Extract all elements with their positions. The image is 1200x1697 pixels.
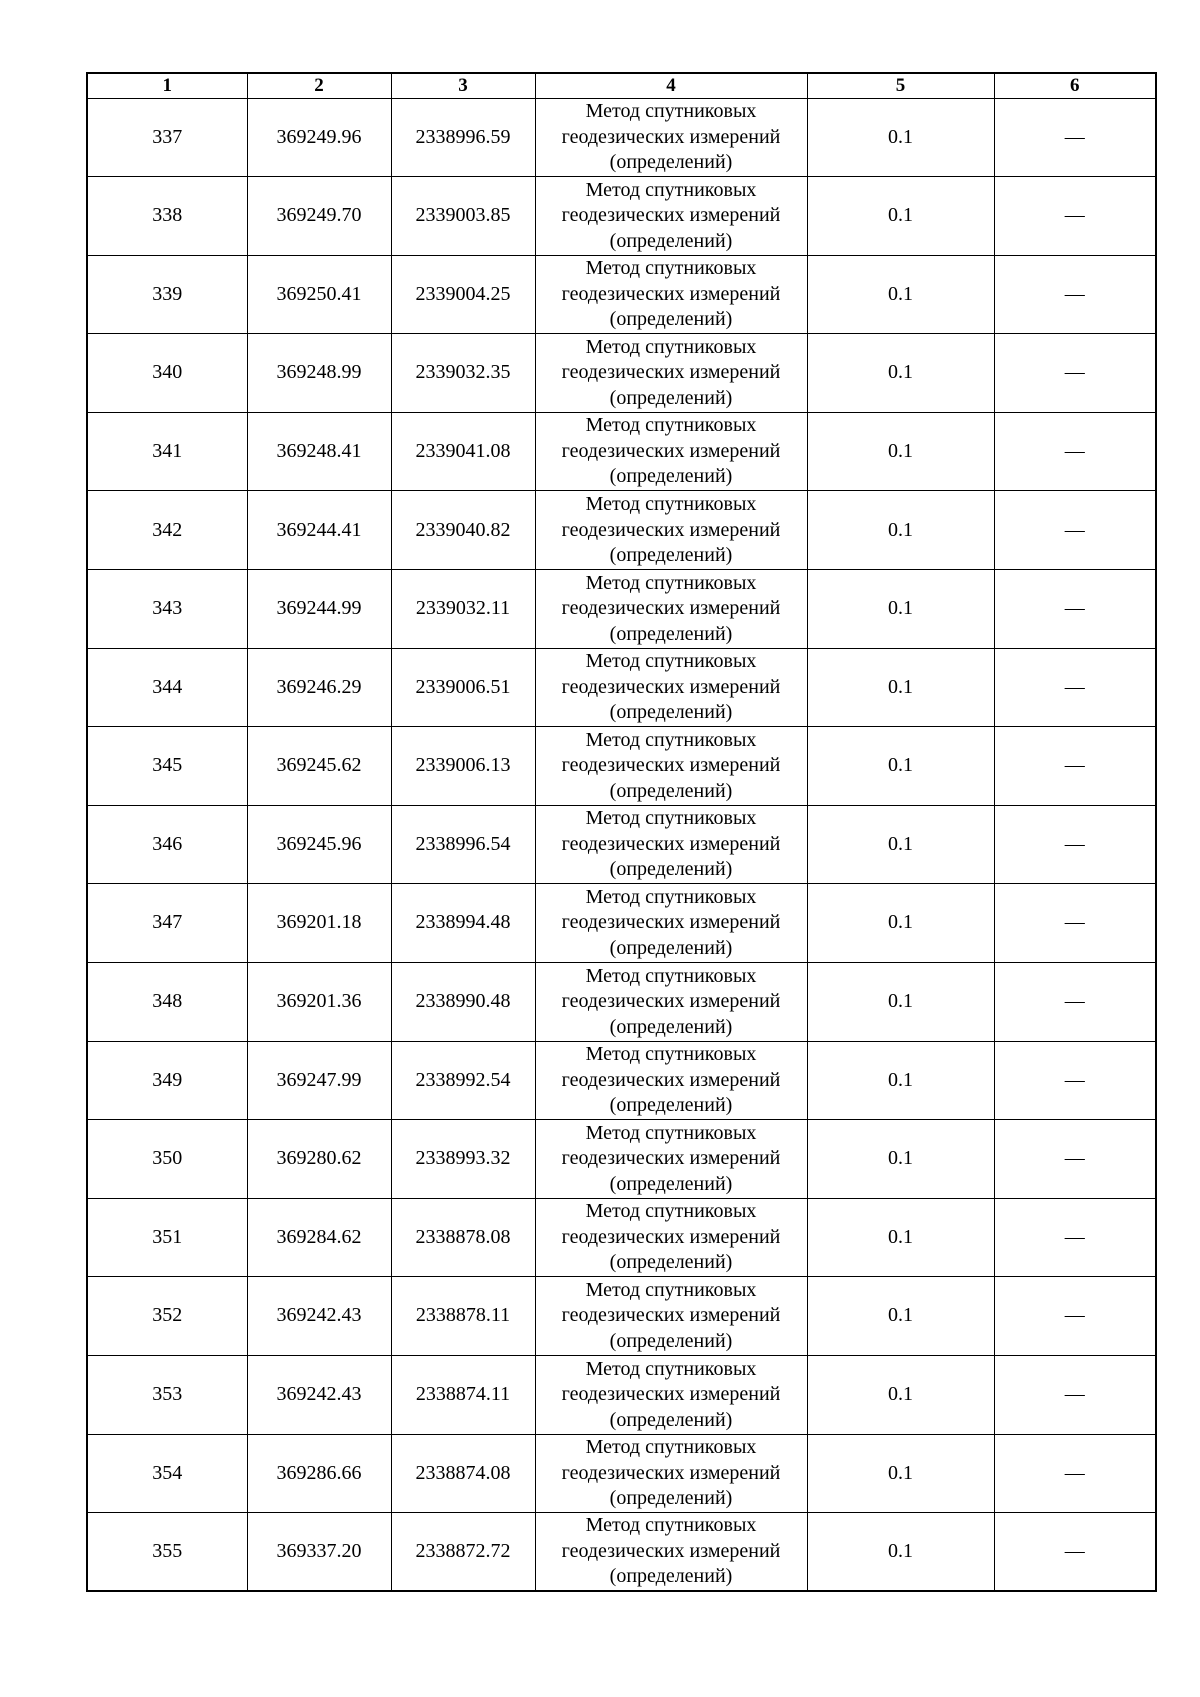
point-number-cell: 353 — [87, 1356, 247, 1435]
method-cell: Метод спутниковых геодезических измерений (определений) — [535, 255, 807, 334]
x-coordinate-cell: 369201.36 — [247, 963, 391, 1042]
description-cell: — — [994, 884, 1156, 963]
point-number-cell: 350 — [87, 1120, 247, 1199]
x-coordinate-cell: 369247.99 — [247, 1041, 391, 1120]
accuracy-cell: 0.1 — [807, 1198, 994, 1277]
description-cell: — — [994, 648, 1156, 727]
description-cell: — — [994, 1434, 1156, 1513]
column-header: 1 — [87, 73, 247, 98]
description-cell: — — [994, 805, 1156, 884]
y-coordinate-cell: 2338878.11 — [391, 1277, 535, 1356]
accuracy-cell: 0.1 — [807, 1120, 994, 1199]
description-cell: — — [994, 491, 1156, 570]
table-row — [87, 963, 1156, 1042]
method-cell: Метод спутниковых геодезических измерений (определений) — [535, 727, 807, 806]
method-cell: Метод спутниковых геодезических измерений (определений) — [535, 412, 807, 491]
y-coordinate-cell: 2338990.48 — [391, 963, 535, 1042]
point-number-cell: 346 — [87, 805, 247, 884]
point-number-cell: 340 — [87, 334, 247, 413]
accuracy-cell: 0.1 — [807, 1277, 994, 1356]
y-coordinate-cell: 2338993.32 — [391, 1120, 535, 1199]
table-row — [87, 648, 1156, 727]
y-coordinate-cell: 2339040.82 — [391, 491, 535, 570]
point-number-cell: 338 — [87, 177, 247, 256]
x-coordinate-cell: 369250.41 — [247, 255, 391, 334]
description-cell: — — [994, 1513, 1156, 1592]
accuracy-cell: 0.1 — [807, 570, 994, 649]
accuracy-cell: 0.1 — [807, 963, 994, 1042]
accuracy-cell: 0.1 — [807, 727, 994, 806]
y-coordinate-cell: 2339041.08 — [391, 412, 535, 491]
table-row — [87, 98, 1156, 177]
point-number-cell: 339 — [87, 255, 247, 334]
method-cell: Метод спутниковых геодезических измерений (определений) — [535, 570, 807, 649]
table-row — [87, 805, 1156, 884]
point-number-cell: 343 — [87, 570, 247, 649]
description-cell: — — [994, 255, 1156, 334]
header-row — [87, 73, 1156, 98]
x-coordinate-cell: 369242.43 — [247, 1277, 391, 1356]
table-row — [87, 727, 1156, 806]
description-cell: — — [994, 1041, 1156, 1120]
description-cell: — — [994, 570, 1156, 649]
table-row — [87, 1277, 1156, 1356]
x-coordinate-cell: 369249.96 — [247, 98, 391, 177]
description-cell: — — [994, 1120, 1156, 1199]
y-coordinate-cell: 2339032.11 — [391, 570, 535, 649]
x-coordinate-cell: 369280.62 — [247, 1120, 391, 1199]
description-cell: — — [994, 1356, 1156, 1435]
accuracy-cell: 0.1 — [807, 1041, 994, 1120]
accuracy-cell: 0.1 — [807, 334, 994, 413]
y-coordinate-cell: 2338994.48 — [391, 884, 535, 963]
table-header — [87, 73, 1156, 98]
method-cell: Метод спутниковых геодезических измерений (определений) — [535, 1277, 807, 1356]
method-cell: Метод спутниковых геодезических измерений (определений) — [535, 1356, 807, 1435]
column-header: 3 — [391, 73, 535, 98]
table-row — [87, 412, 1156, 491]
table-row — [87, 491, 1156, 570]
method-cell: Метод спутниковых геодезических измерений (определений) — [535, 1434, 807, 1513]
method-cell: Метод спутниковых геодезических измерений (определений) — [535, 1513, 807, 1592]
x-coordinate-cell: 369248.41 — [247, 412, 391, 491]
y-coordinate-cell: 2338878.08 — [391, 1198, 535, 1277]
point-number-cell: 352 — [87, 1277, 247, 1356]
column-header: 4 — [535, 73, 807, 98]
point-number-cell: 342 — [87, 491, 247, 570]
accuracy-cell: 0.1 — [807, 255, 994, 334]
coordinates-table — [86, 72, 1157, 1592]
table-row — [87, 1434, 1156, 1513]
table-row — [87, 177, 1156, 256]
table-row — [87, 570, 1156, 649]
description-cell: — — [994, 334, 1156, 413]
accuracy-cell: 0.1 — [807, 805, 994, 884]
point-number-cell: 355 — [87, 1513, 247, 1592]
column-header: 5 — [807, 73, 994, 98]
x-coordinate-cell: 369245.96 — [247, 805, 391, 884]
x-coordinate-cell: 369245.62 — [247, 727, 391, 806]
point-number-cell: 337 — [87, 98, 247, 177]
y-coordinate-cell: 2338874.08 — [391, 1434, 535, 1513]
method-cell: Метод спутниковых геодезических измерений (определений) — [535, 1120, 807, 1199]
point-number-cell: 341 — [87, 412, 247, 491]
y-coordinate-cell: 2339006.13 — [391, 727, 535, 806]
method-cell: Метод спутниковых геодезических измерений (определений) — [535, 963, 807, 1042]
x-coordinate-cell: 369249.70 — [247, 177, 391, 256]
point-number-cell: 354 — [87, 1434, 247, 1513]
accuracy-cell: 0.1 — [807, 884, 994, 963]
x-coordinate-cell: 369244.41 — [247, 491, 391, 570]
x-coordinate-cell: 369284.62 — [247, 1198, 391, 1277]
table-row — [87, 1356, 1156, 1435]
description-cell: — — [994, 177, 1156, 256]
table-row — [87, 1198, 1156, 1277]
table-row — [87, 1041, 1156, 1120]
table-row — [87, 1120, 1156, 1199]
description-cell: — — [994, 727, 1156, 806]
y-coordinate-cell: 2339003.85 — [391, 177, 535, 256]
column-header: 6 — [994, 73, 1156, 98]
description-cell: — — [994, 1198, 1156, 1277]
table-row — [87, 255, 1156, 334]
method-cell: Метод спутниковых геодезических измерений (определений) — [535, 805, 807, 884]
method-cell: Метод спутниковых геодезических измерений (определений) — [535, 884, 807, 963]
y-coordinate-cell: 2338996.54 — [391, 805, 535, 884]
x-coordinate-cell: 369286.66 — [247, 1434, 391, 1513]
method-cell: Метод спутниковых геодезических измерений (определений) — [535, 98, 807, 177]
y-coordinate-cell: 2338874.11 — [391, 1356, 535, 1435]
method-cell: Метод спутниковых геодезических измерений (определений) — [535, 648, 807, 727]
x-coordinate-cell: 369246.29 — [247, 648, 391, 727]
point-number-cell: 351 — [87, 1198, 247, 1277]
point-number-cell: 348 — [87, 963, 247, 1042]
y-coordinate-cell: 2339032.35 — [391, 334, 535, 413]
accuracy-cell: 0.1 — [807, 1434, 994, 1513]
accuracy-cell: 0.1 — [807, 412, 994, 491]
point-number-cell: 344 — [87, 648, 247, 727]
method-cell: Метод спутниковых геодезических измерений (определений) — [535, 334, 807, 413]
table-body — [87, 98, 1156, 1591]
accuracy-cell: 0.1 — [807, 98, 994, 177]
table-row — [87, 1513, 1156, 1592]
description-cell: — — [994, 963, 1156, 1042]
y-coordinate-cell: 2338992.54 — [391, 1041, 535, 1120]
y-coordinate-cell: 2339006.51 — [391, 648, 535, 727]
table-row — [87, 884, 1156, 963]
point-number-cell: 347 — [87, 884, 247, 963]
method-cell: Метод спутниковых геодезических измерений (определений) — [535, 1198, 807, 1277]
description-cell: — — [994, 412, 1156, 491]
accuracy-cell: 0.1 — [807, 1356, 994, 1435]
x-coordinate-cell: 369242.43 — [247, 1356, 391, 1435]
method-cell: Метод спутниковых геодезических измерений (определений) — [535, 177, 807, 256]
accuracy-cell: 0.1 — [807, 648, 994, 727]
description-cell: — — [994, 98, 1156, 177]
y-coordinate-cell: 2338872.72 — [391, 1513, 535, 1592]
x-coordinate-cell: 369201.18 — [247, 884, 391, 963]
x-coordinate-cell: 369244.99 — [247, 570, 391, 649]
point-number-cell: 349 — [87, 1041, 247, 1120]
y-coordinate-cell: 2339004.25 — [391, 255, 535, 334]
point-number-cell: 345 — [87, 727, 247, 806]
y-coordinate-cell: 2338996.59 — [391, 98, 535, 177]
description-cell: — — [994, 1277, 1156, 1356]
method-cell: Метод спутниковых геодезических измерений (определений) — [535, 491, 807, 570]
x-coordinate-cell: 369337.20 — [247, 1513, 391, 1592]
column-header: 2 — [247, 73, 391, 98]
x-coordinate-cell: 369248.99 — [247, 334, 391, 413]
accuracy-cell: 0.1 — [807, 491, 994, 570]
method-cell: Метод спутниковых геодезических измерений (определений) — [535, 1041, 807, 1120]
table-row — [87, 334, 1156, 413]
accuracy-cell: 0.1 — [807, 177, 994, 256]
accuracy-cell: 0.1 — [807, 1513, 994, 1592]
